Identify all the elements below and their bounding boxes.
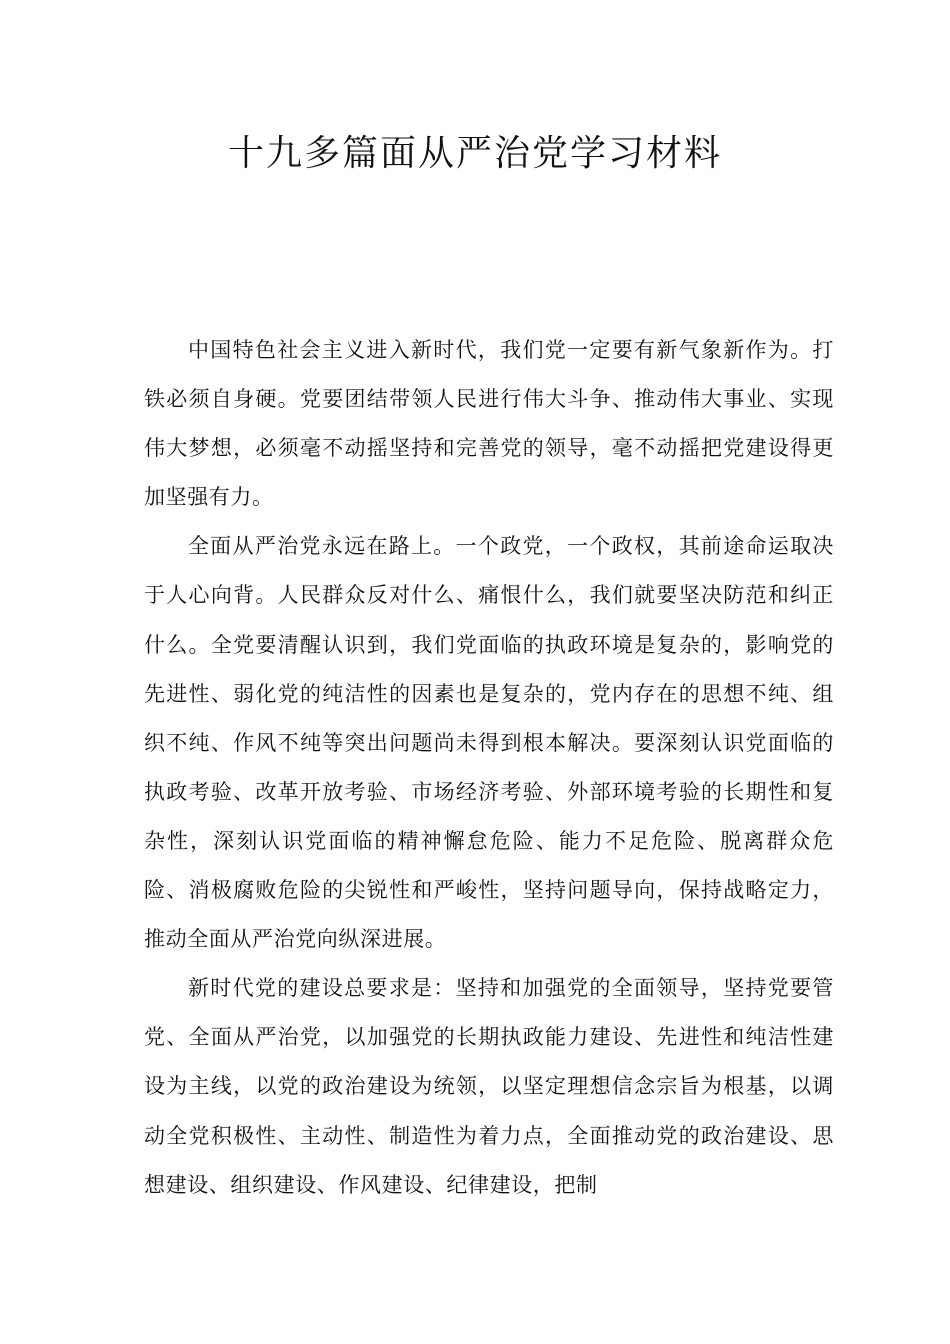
paragraph-2: 全面从严治党永远在路上。一个政党，一个政权，其前途命运取决于人心向背。人民群众反对什么、痛恨什么，我们就要坚决防范和纠正什么。全党要清醒认识到，我们党面临的执政环境是复杂的，影响党的先进性、弱化党的纯洁性的因素也是复杂的，党内存在的思想不纯、组织不纯、作风不纯等突出问题尚未得到根本解决。要深刻认识党面临的执政考验、改革开放考验、市场经济考验、外部环境考验的长期性和复杂性，深刻认识党面临的精神懈怠危险、能力不足危险、脱离群众危险、消极腐败危险的尖锐性和严峻性，坚持问题导向，保持战略定力，推动全面从严治党向纵深进展。 (144, 534, 834, 952)
document-title: 十九多篇面从严治党学习材料 (227, 133, 722, 174)
document-body (144, 326, 834, 1210)
paragraph-1: 中国特色社会主义进入新时代，我们党一定要有新气象新作为。打铁必须自身硬。党要团结带领人民进行伟大斗争、推动伟大事业、实现伟大梦想，必须毫不动摇坚持和完善党的领导，毫不动摇把党建设得更加坚强有力。 (144, 338, 834, 510)
paragraph-3: 新时代党的建设总要求是：坚持和加强党的全面领导，坚持党要管党、全面从严治党，以加强党的长期执政能力建设、先进性和纯洁性建设为主线，以党的政治建设为统领，以坚定理想信念宗旨为根基，以调动全党积极性、主动性、制造性为着力点，全面推动党的政治建设、思想建设、组织建设、作风建设、纪律建设，把制 (144, 976, 834, 1197)
